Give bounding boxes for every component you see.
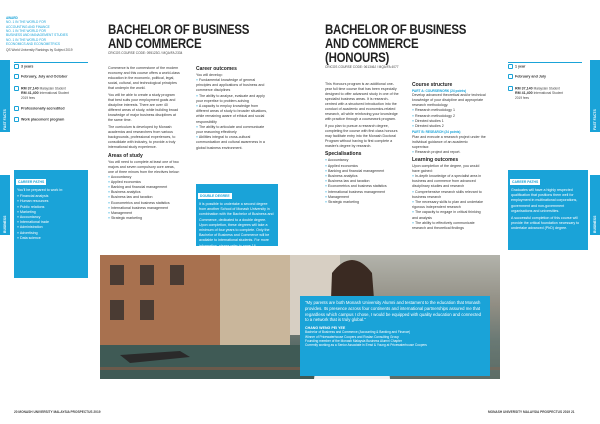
career-item: » Data science bbox=[17, 236, 85, 241]
left-side-tab-business: BUSINESS bbox=[0, 175, 10, 235]
spec-item: » Applied economics bbox=[325, 164, 399, 169]
briefcase-icon bbox=[14, 117, 19, 122]
awards-list bbox=[6, 16, 86, 53]
spec-item: » International business management bbox=[325, 190, 399, 195]
left-career-paths bbox=[14, 170, 88, 278]
fee-note: International Student bbox=[39, 91, 70, 96]
outcomes-intro: You will develop: bbox=[196, 73, 223, 77]
intake: February, July and October bbox=[21, 74, 68, 79]
bachelor-col-2 bbox=[196, 66, 270, 151]
fee-note: Malaysian Student bbox=[533, 86, 560, 91]
title-line: (HONOURS) bbox=[325, 49, 390, 65]
part-a-item: » Directed studies 1 bbox=[412, 119, 486, 124]
learning-item: » The necessary skills to plan and undertake rigorous independent research bbox=[412, 200, 486, 210]
testimonial-name: CHANG WENG PEI YEE bbox=[305, 326, 346, 331]
fee-malaysian: RM 37,140 bbox=[515, 86, 533, 91]
part-a-item: » Research methodology 2 bbox=[412, 114, 486, 119]
career-item: » International trade bbox=[17, 220, 85, 225]
spec-list bbox=[325, 158, 399, 205]
career-paths-text: A successful completion of this course will provide the critical foundation necessary to undertake advanced (PhD) degree. bbox=[511, 216, 580, 231]
right-side-tab-business: BUSINESS bbox=[590, 175, 600, 235]
career-item: » Marketing bbox=[17, 210, 85, 215]
paragraph: If you plan to pursue a research degree, completing the course with first class honours may facilitate entry into the Monash Doctoral Program without having to first complete a master's degree by research. bbox=[325, 124, 398, 149]
clock-icon bbox=[508, 64, 513, 69]
outcome-item: » Fundamental knowledge of general principles and applications of business and commerce disciplines bbox=[196, 78, 270, 94]
outcome-item: » The ability to articulate and communicate your reasoning effectively bbox=[196, 125, 270, 135]
part-a-text: Develop advanced theoretical and/or technical knowledge of your discipline and appropriate research methodology. bbox=[412, 93, 486, 108]
right-page-footer: MONASH UNIVERSITY MALAYSIA PROSPECTUS 2019 21 bbox=[488, 410, 575, 414]
honours-title bbox=[325, 22, 525, 69]
area-item: » Strategic marketing bbox=[108, 216, 180, 221]
career-item: » Human resources bbox=[17, 199, 85, 204]
part-b-list bbox=[412, 150, 486, 155]
spec-item: » Business law and taxation bbox=[325, 179, 399, 184]
area-item: » Banking and financial management bbox=[108, 185, 180, 190]
career-item: » Accountancy bbox=[17, 215, 85, 220]
double-degree-text: It is possible to undertake a second degree from another School of Monash University in combination with the Bachelor of Business and Commerce, dedicated to a double degree. Upon completion, these degrees will take a minimum of four years to complete. Only the Bachelor of Business and Commerce will be available to international students. For more information, please refer to page 16. bbox=[199, 202, 274, 248]
area-item: » Applied economics bbox=[108, 180, 180, 185]
career-paths-title: CAREER PATHS bbox=[18, 180, 45, 184]
outcome-item: » The ability to analyse, evaluate and apply your expertise to problem-solving bbox=[196, 94, 270, 104]
work-placement: Work placement program bbox=[21, 117, 65, 122]
career-paths-intro: You'll be prepared to work in: bbox=[17, 188, 64, 192]
outcomes-title: Career outcomes bbox=[196, 66, 237, 72]
awards-source: QS World University Rankings by Subject 2019 bbox=[6, 48, 73, 53]
area-item: » Management bbox=[108, 211, 180, 216]
part-a-item: » Directed studies 2 bbox=[412, 124, 486, 129]
intro-paragraph: Commerce is the cornerstone of the modern economy and this course offers a world-class education in the economic, political, legal, social, cultural, and technological principles that underpin the world. bbox=[108, 66, 180, 91]
paragraph: The curriculum is developed by Monash academics and researchers from various backgrounds, professional experiences, to consolidate with industry, to provide a truly international study experience. bbox=[108, 125, 176, 150]
fee-year: 2019 fees bbox=[21, 96, 36, 101]
spec-title: Specialisations bbox=[325, 151, 362, 158]
honours-col-1 bbox=[325, 82, 399, 205]
duration: 3 years bbox=[21, 64, 34, 69]
award-line: ACCOUNTING AND FINANCE bbox=[6, 24, 50, 29]
course-code: CRICOS COURSE CODE: 061346J / MQA/FA 4077 bbox=[325, 65, 399, 69]
outcomes-list bbox=[196, 78, 270, 151]
award-line: BUSINESS AND MANAGEMENT STUDIES bbox=[6, 33, 68, 38]
title-line: AND COMMERCE bbox=[325, 35, 419, 51]
award-line: NO. 1 IN THE WORLD FOR bbox=[6, 20, 46, 25]
career-paths-text: Graduates will have a highly respected qualification that positions them well for employment in multinational corporations, government and non-government organisations and universities. bbox=[511, 188, 578, 213]
left-fast-facts bbox=[14, 62, 88, 123]
intake: February and July bbox=[515, 74, 546, 79]
part-a-list bbox=[412, 108, 486, 129]
learning-intro: Upon completion of the degree, you would have gained: bbox=[412, 163, 480, 173]
title-line: BACHELOR OF BUSINESS bbox=[325, 21, 467, 37]
part-a-title: PART A: COURSEWORK (24 points) bbox=[412, 89, 467, 93]
fee-year: 2019 fees bbox=[515, 96, 530, 101]
money-icon bbox=[14, 86, 19, 91]
testimonial-quote: "My parents are both Monash University Alumni and testament to the education that Monash provides. Its presence across four continents and international partnerships assured me that regardless which campus I chose, I would be equipped with quality education and connected to a network that is truly global." bbox=[305, 300, 482, 323]
learning-item: » Comprehensive research skills relevant to business research bbox=[412, 190, 486, 200]
right-fast-facts bbox=[508, 62, 582, 101]
part-b-title: PART B: RESEARCH (24 points) bbox=[412, 130, 461, 135]
learning-item: » The capacity to engage in critical thinking and analysis bbox=[412, 210, 486, 220]
spec-item: » Management bbox=[325, 195, 399, 200]
money-icon bbox=[508, 86, 513, 91]
clock-icon bbox=[14, 64, 19, 69]
career-item: » Advertising bbox=[17, 231, 85, 236]
fee-note: Malaysian Student bbox=[39, 86, 66, 91]
career-paths-title: CAREER PATHS bbox=[512, 180, 539, 184]
spec-item: » Banking and financial management bbox=[325, 169, 399, 174]
career-item: » Public relations bbox=[17, 205, 85, 210]
area-item: » Business law and taxation bbox=[108, 195, 180, 200]
right-side-tab-fast-facts: FAST FACTS bbox=[590, 60, 600, 132]
fee-malaysian: RM 37,140 bbox=[21, 86, 39, 91]
areas-list bbox=[108, 175, 180, 222]
paragraph: You will be able to create a study program that best suits your employment goals and discipline interests. There are over 40 different areas of study, while building broad knowledge of major business disciplines at the same time. bbox=[108, 93, 178, 123]
bachelor-col-1 bbox=[108, 66, 180, 221]
testimonial-detail: Currently working as a Senior Associate in Ernst & Young at Pricewaterhouse Coopers bbox=[305, 343, 427, 348]
accreditation: Professionally accredited bbox=[21, 106, 65, 111]
left-page-footer: 20 MONASH UNIVERSITY MALAYSIA PROSPECTUS 2019 bbox=[14, 410, 101, 414]
spec-item: » Econometrics and business statistics bbox=[325, 184, 399, 189]
learning-item: » In-depth knowledge of a specialist area in business and commerce from advanced disciplinary studies and research bbox=[412, 174, 486, 190]
fee-international: RM 41,400 bbox=[21, 91, 39, 96]
area-item: » Econometrics and business statistics bbox=[108, 201, 180, 206]
right-career-paths bbox=[508, 170, 588, 250]
testimonial-detail: Bachelor of Business and Commerce (Accounting & Banking and Finance) bbox=[305, 330, 411, 335]
honours-col-2 bbox=[412, 82, 486, 231]
part-b-item: » Research project and report. bbox=[412, 150, 486, 155]
calendar-icon bbox=[14, 74, 19, 79]
fee-international: RM 41,400 bbox=[515, 91, 533, 96]
area-item: » Business analytics bbox=[108, 190, 180, 195]
areas-intro: You will need to complete at least one of two majors and seven compulsory core areas, one of three minors from the electives below: bbox=[108, 159, 180, 174]
bachelor-title bbox=[108, 22, 308, 55]
structure-title: Course structure bbox=[412, 82, 453, 88]
learning-item: » The ability to effectively communicate research and theoretical findings bbox=[412, 221, 486, 231]
double-degree-title: DOUBLE DEGREE bbox=[200, 194, 230, 198]
testimonial-box bbox=[300, 296, 490, 376]
spec-item: » Business analytics bbox=[325, 174, 399, 179]
career-item: » Administration bbox=[17, 225, 85, 230]
duration: 1 year bbox=[515, 64, 526, 69]
fee-note: International Student bbox=[533, 91, 564, 96]
testimonial-detail: Winner of Pricewaterhouse Coopers and Roslan Consulting Group bbox=[305, 334, 399, 339]
learning-list bbox=[412, 174, 486, 231]
area-item: » Accountancy bbox=[108, 175, 180, 180]
career-item: » Financial analysis bbox=[17, 194, 85, 199]
awards-heading: AWARD bbox=[6, 16, 18, 20]
outcome-item: » Abilities integral to cross-cultural communication and cultural awareness in a global business environment. bbox=[196, 135, 270, 151]
badge-icon bbox=[14, 106, 19, 111]
part-a-item: » Research methodology 1 bbox=[412, 108, 486, 113]
outcome-item: » A capacity to employ knowledge from different areas of study to broader situations, while remaining aware of ethical and social responsibility bbox=[196, 104, 270, 125]
career-list bbox=[14, 193, 88, 242]
left-side-tab-fast-facts: FAST FACTS bbox=[0, 60, 10, 132]
calendar-icon bbox=[508, 74, 513, 79]
intro-paragraph: This Honours program is an additional one-year full time course that has been especially designed to offer advanced study in one of the specialist business areas. It is research-centred with a structured introduction into the conduct of academic and economics-related research, all while reinforcing your knowledge with practice through a coursework program. bbox=[325, 82, 399, 122]
award-line: NO. 1 IN THE WORLD FOR bbox=[6, 37, 46, 42]
title-line: BACHELOR OF BUSINESS bbox=[108, 21, 250, 37]
spec-item: » Accountancy bbox=[325, 158, 399, 163]
course-code: CRICOS COURSE CODE: 095123G / MQA/FA 2334 bbox=[108, 51, 183, 55]
learning-title: Learning outcomes bbox=[412, 156, 459, 163]
area-item: » International business management bbox=[108, 206, 180, 211]
award-line: ECONOMICS AND ECONOMETRICS bbox=[6, 41, 61, 46]
part-b-text: Plan and execute a research project under the individual guidance of an academic supervisor. bbox=[412, 134, 486, 149]
testimonial-detail: Founding member of the Monash Malaysia Business Alumni Chapter bbox=[305, 338, 402, 343]
title-line: AND COMMERCE bbox=[108, 35, 202, 51]
spec-item: » Strategic marketing bbox=[325, 200, 399, 205]
double-degree-box bbox=[196, 184, 278, 246]
areas-title: Areas of study bbox=[108, 152, 143, 159]
award-line: NO. 1 IN THE WORLD FOR bbox=[6, 28, 46, 33]
